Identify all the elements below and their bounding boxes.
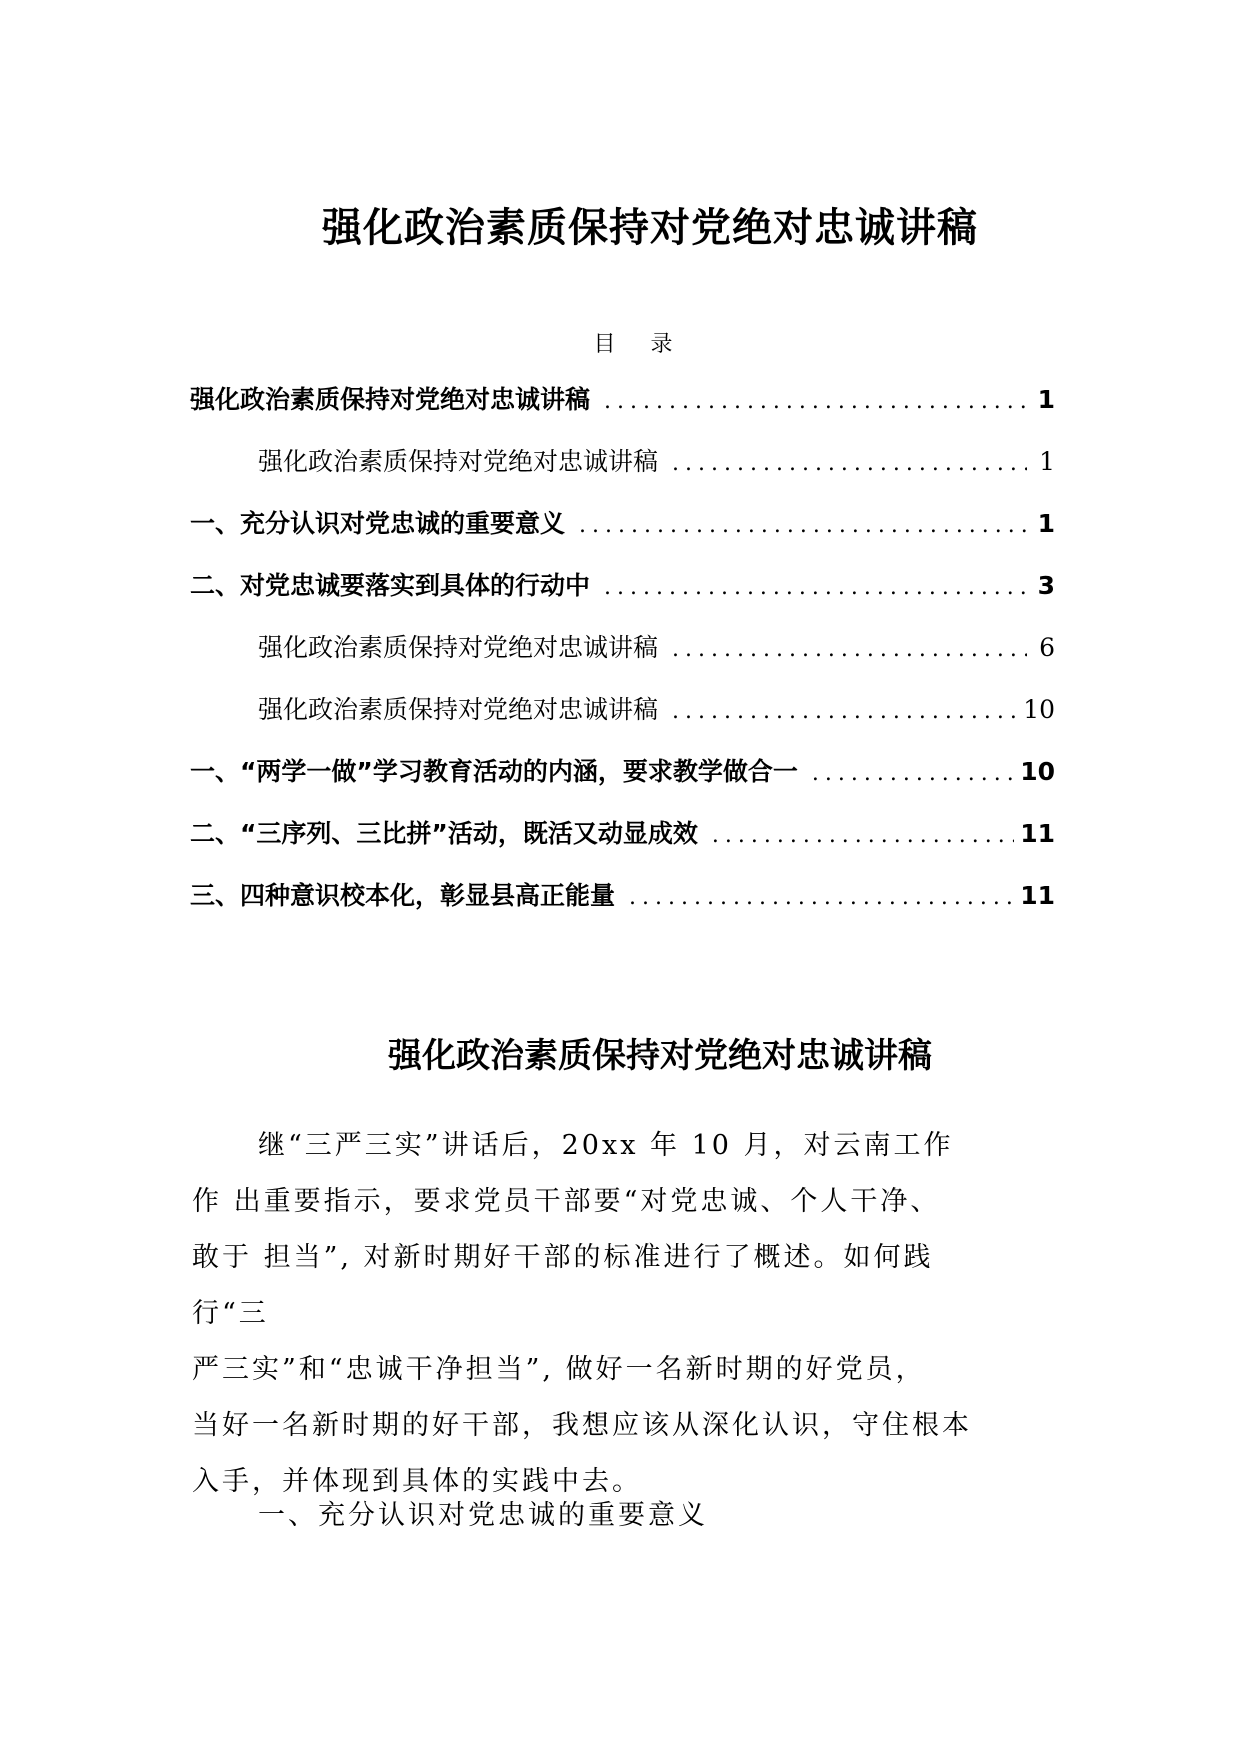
- toc-item[interactable]: [190, 754, 1055, 816]
- toc-item[interactable]: [190, 506, 1055, 568]
- toc-leader: [812, 756, 1014, 792]
- toc-item-page: 10: [1020, 757, 1055, 786]
- toc-item-page: 1: [1039, 447, 1055, 476]
- body-text: [192, 1118, 1052, 1510]
- toc-leader: [672, 632, 1027, 668]
- toc-item-text: 一、“两学一做”学习教育活动的内涵，要求教学做合一: [190, 757, 798, 786]
- toc-item-page: 1: [1037, 385, 1055, 414]
- toc-item-text: 强化政治素质保持对党绝对忠诚讲稿: [190, 385, 591, 414]
- toc-item[interactable]: [190, 692, 1055, 754]
- toc-leader: [672, 446, 1027, 482]
- toc-leader: [712, 818, 1014, 854]
- toc-item-text: 强化政治素质保持对党绝对忠诚讲稿: [258, 695, 659, 724]
- toc-item[interactable]: [190, 816, 1055, 878]
- toc-item-text: 三、四种意识校本化，彰显县高正能量: [190, 881, 616, 910]
- body-line: 继“三严三实”讲话后，20xx 年 10 月，对云南工作: [258, 1130, 954, 1161]
- toc-heading: 目 录: [593, 332, 687, 357]
- toc-leader: [604, 384, 1027, 420]
- body-line: 行“三: [192, 1298, 269, 1329]
- section-heading: 一、充分认识对党忠诚的重要意义: [258, 1500, 708, 1531]
- body-line: 入手，并体现到具体的实践中去。: [192, 1466, 642, 1497]
- toc-item-text: 二、“三序列、三比拼”活动，既活又动显成效: [190, 819, 698, 848]
- toc-item-page: 3: [1037, 571, 1055, 600]
- toc-leader: [629, 880, 1014, 916]
- body-line: 敢于 担当”, 对新时期好干部的标准进行了概述。如何践: [192, 1242, 934, 1273]
- toc-item-page: 11: [1020, 819, 1055, 848]
- toc-leader: [604, 570, 1027, 606]
- toc-item[interactable]: [190, 568, 1055, 630]
- table-of-contents: [190, 382, 1055, 940]
- body-line: 当好一名新时期的好干部，我想应该从深化认识，守住根本: [192, 1410, 972, 1441]
- toc-item[interactable]: [190, 630, 1055, 692]
- page-title: 强化政治素质保持对党绝对忠诚讲稿: [322, 205, 978, 251]
- toc-leader: [672, 694, 1017, 730]
- toc-item[interactable]: [190, 382, 1055, 444]
- toc-item-text: 二、对党忠诚要落实到具体的行动中: [190, 571, 591, 600]
- toc-item-text: 强化政治素质保持对党绝对忠诚讲稿: [258, 447, 659, 476]
- toc-item-page: 6: [1039, 633, 1055, 662]
- toc-item-page: 11: [1020, 881, 1055, 910]
- body-line: 严三实”和“忠诚干净担当”, 做好一名新时期的好党员，: [192, 1354, 926, 1385]
- toc-item-text: 一、充分认识对党忠诚的重要意义: [190, 509, 566, 538]
- toc-item[interactable]: [190, 878, 1055, 940]
- body-title: 强化政治素质保持对党绝对忠诚讲稿: [388, 1036, 932, 1076]
- toc-item-page: 10: [1023, 695, 1055, 724]
- toc-item-page: 1: [1037, 509, 1055, 538]
- toc-item[interactable]: [190, 444, 1055, 506]
- toc-leader: [579, 508, 1027, 544]
- toc-item-text: 强化政治素质保持对党绝对忠诚讲稿: [258, 633, 659, 662]
- body-line: 作 出重要指示，要求党员干部要“对党忠诚、个人干净、: [192, 1186, 941, 1217]
